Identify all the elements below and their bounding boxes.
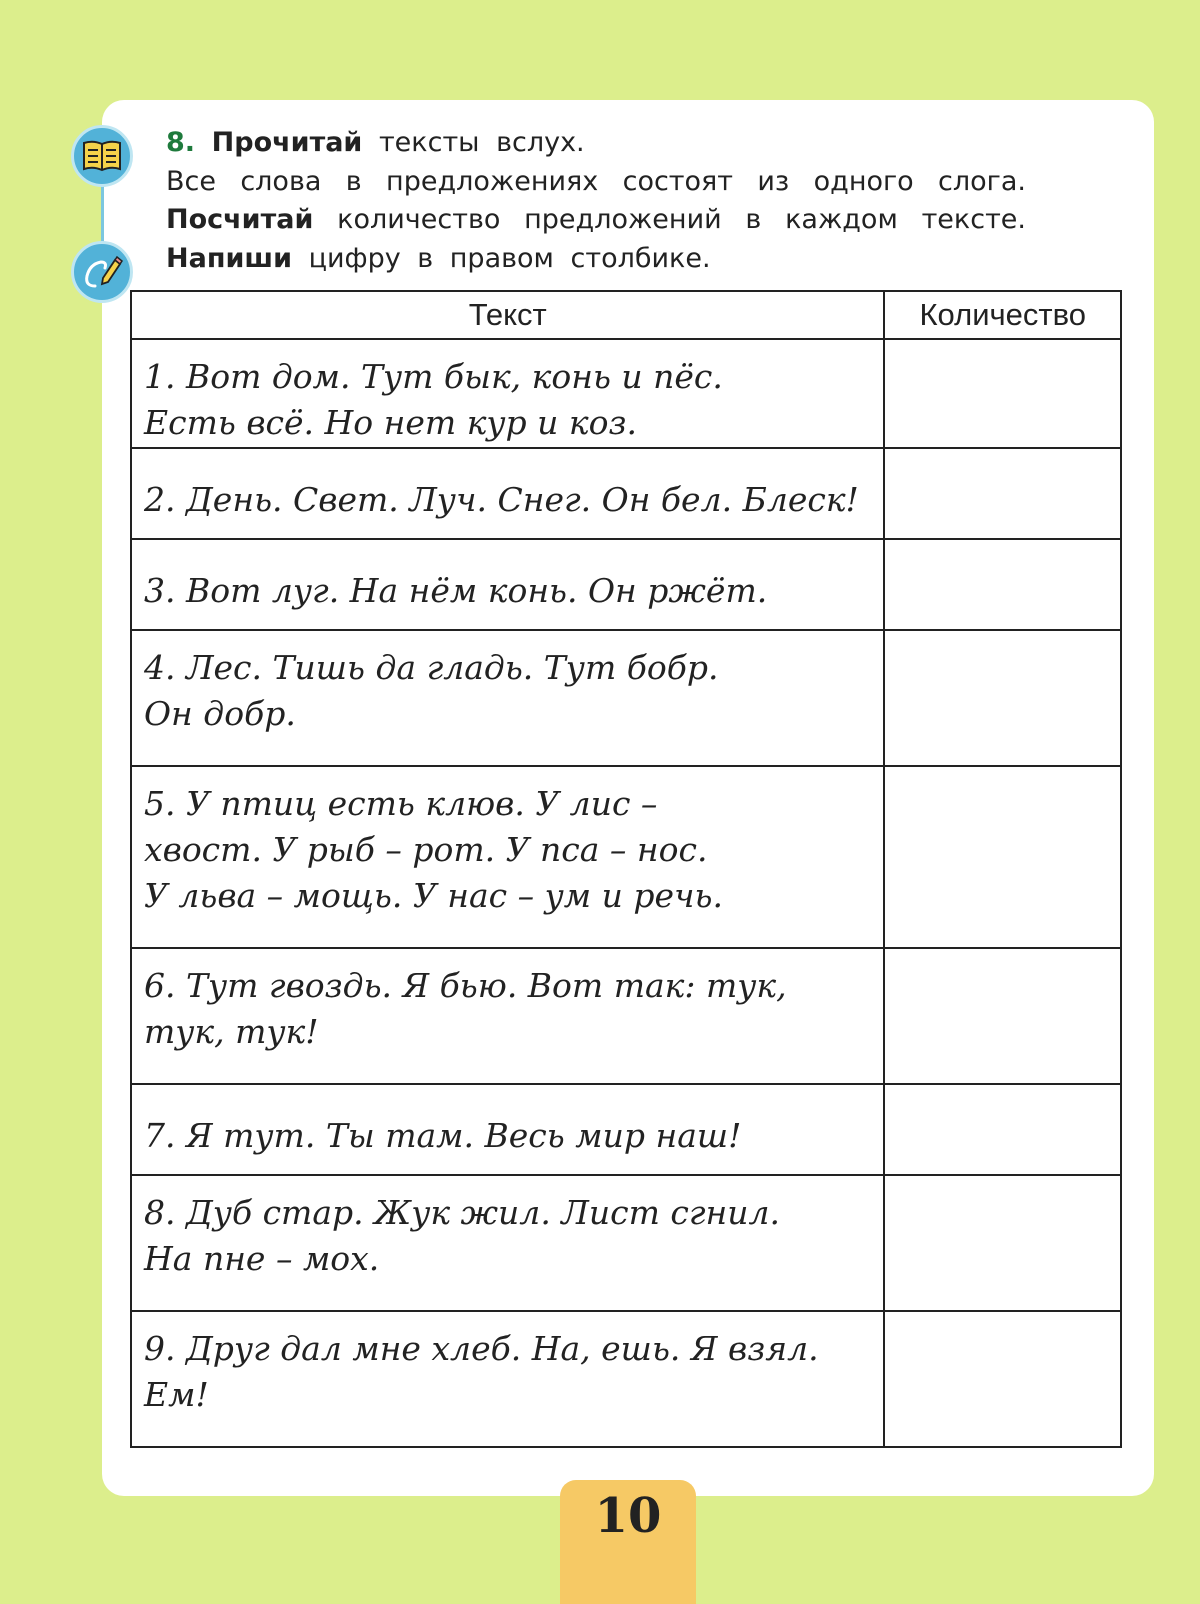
task-line-4-rest: цифру в правом столбике.	[308, 242, 711, 274]
row-text-cell	[131, 1311, 884, 1447]
answer-cell-1[interactable]	[884, 339, 1121, 448]
row-text-cell	[131, 539, 884, 630]
task-line-1-rest: тексты вслух.	[378, 127, 585, 158]
row-3-line-1: 3. Вот луг. На нём конь. Он ржёт.	[144, 571, 768, 610]
row-6-line-1: 6. Тут гвоздь. Я бью. Вот так: тук,	[144, 966, 787, 1005]
table-row	[131, 630, 1121, 766]
row-5-line-2: хвост. У рыб – рот. У пса – нос.	[144, 830, 708, 869]
table-row	[131, 1084, 1121, 1175]
task-line-2: Все слова в предложениях состоят из одного слога.	[166, 165, 1026, 197]
row-text-cell	[131, 1175, 884, 1311]
row-text-cell	[131, 630, 884, 766]
row-5-line-3: У льва – мощь. У нас – ум и речь.	[144, 876, 723, 915]
header-count: Количество	[884, 291, 1121, 339]
row-8-line-1: 8. Дуб стар. Жук жил. Лист сгнил.	[144, 1193, 781, 1232]
answer-cell-6[interactable]	[884, 948, 1121, 1084]
task-verb-count: Посчитай	[166, 204, 314, 235]
answer-cell-9[interactable]	[884, 1311, 1121, 1447]
answer-cell-3[interactable]	[884, 539, 1121, 630]
answer-cell-8[interactable]	[884, 1175, 1121, 1311]
task-verb-write: Напиши	[166, 242, 292, 274]
row-1-line-2: Есть всё. Но нет кур и коз.	[144, 403, 637, 442]
row-text-cell	[131, 339, 884, 448]
row-text-cell	[131, 766, 884, 948]
task-instructions	[166, 124, 1026, 278]
row-text-cell	[131, 948, 884, 1084]
table-row	[131, 1175, 1121, 1311]
row-text-cell	[131, 448, 884, 539]
row-9-line-2: Ем!	[144, 1375, 209, 1414]
table-row	[131, 539, 1121, 630]
table-row	[131, 1311, 1121, 1447]
table-header-row	[131, 291, 1121, 339]
task-number: 8.	[166, 127, 196, 158]
task-verb-read: Прочитай	[211, 127, 363, 158]
row-8-line-2: На пне – мох.	[144, 1239, 380, 1278]
answer-cell-5[interactable]	[884, 766, 1121, 948]
answer-cell-4[interactable]	[884, 630, 1121, 766]
row-6-line-2: тук, тук!	[144, 1012, 319, 1051]
task-line-3	[166, 201, 1026, 240]
table-row	[131, 766, 1121, 948]
row-2-line-1: 2. День. Свет. Луч. Снег. Он бел. Блеск!	[144, 480, 859, 519]
task-line-1	[166, 124, 1026, 163]
table-row	[131, 448, 1121, 539]
row-4-line-1: 4. Лес. Тишь да гладь. Тут бобр.	[144, 648, 719, 687]
answer-cell-2[interactable]	[884, 448, 1121, 539]
sentences-table	[130, 290, 1122, 1448]
row-4-line-2: Он добр.	[144, 694, 296, 733]
book-icon	[71, 125, 133, 187]
header-text: Текст	[131, 291, 884, 339]
row-text-cell	[131, 1084, 884, 1175]
row-7-line-1: 7. Я тут. Ты там. Весь мир наш!	[144, 1116, 742, 1155]
row-5-line-1: 5. У птиц есть клюв. У лис –	[144, 784, 658, 823]
row-9-line-1: 9. Друг дал мне хлеб. На, ешь. Я взял.	[144, 1329, 819, 1368]
table-row	[131, 339, 1121, 448]
row-1-line-1: 1. Вот дом. Тут бык, конь и пёс.	[144, 357, 723, 396]
task-line-3-rest: количество предложений в каждом тексте.	[337, 204, 1026, 235]
answer-cell-7[interactable]	[884, 1084, 1121, 1175]
page-number: 10	[594, 1488, 662, 1544]
pencil-icon	[71, 241, 133, 303]
table-row	[131, 948, 1121, 1084]
task-line-4	[166, 240, 1026, 279]
